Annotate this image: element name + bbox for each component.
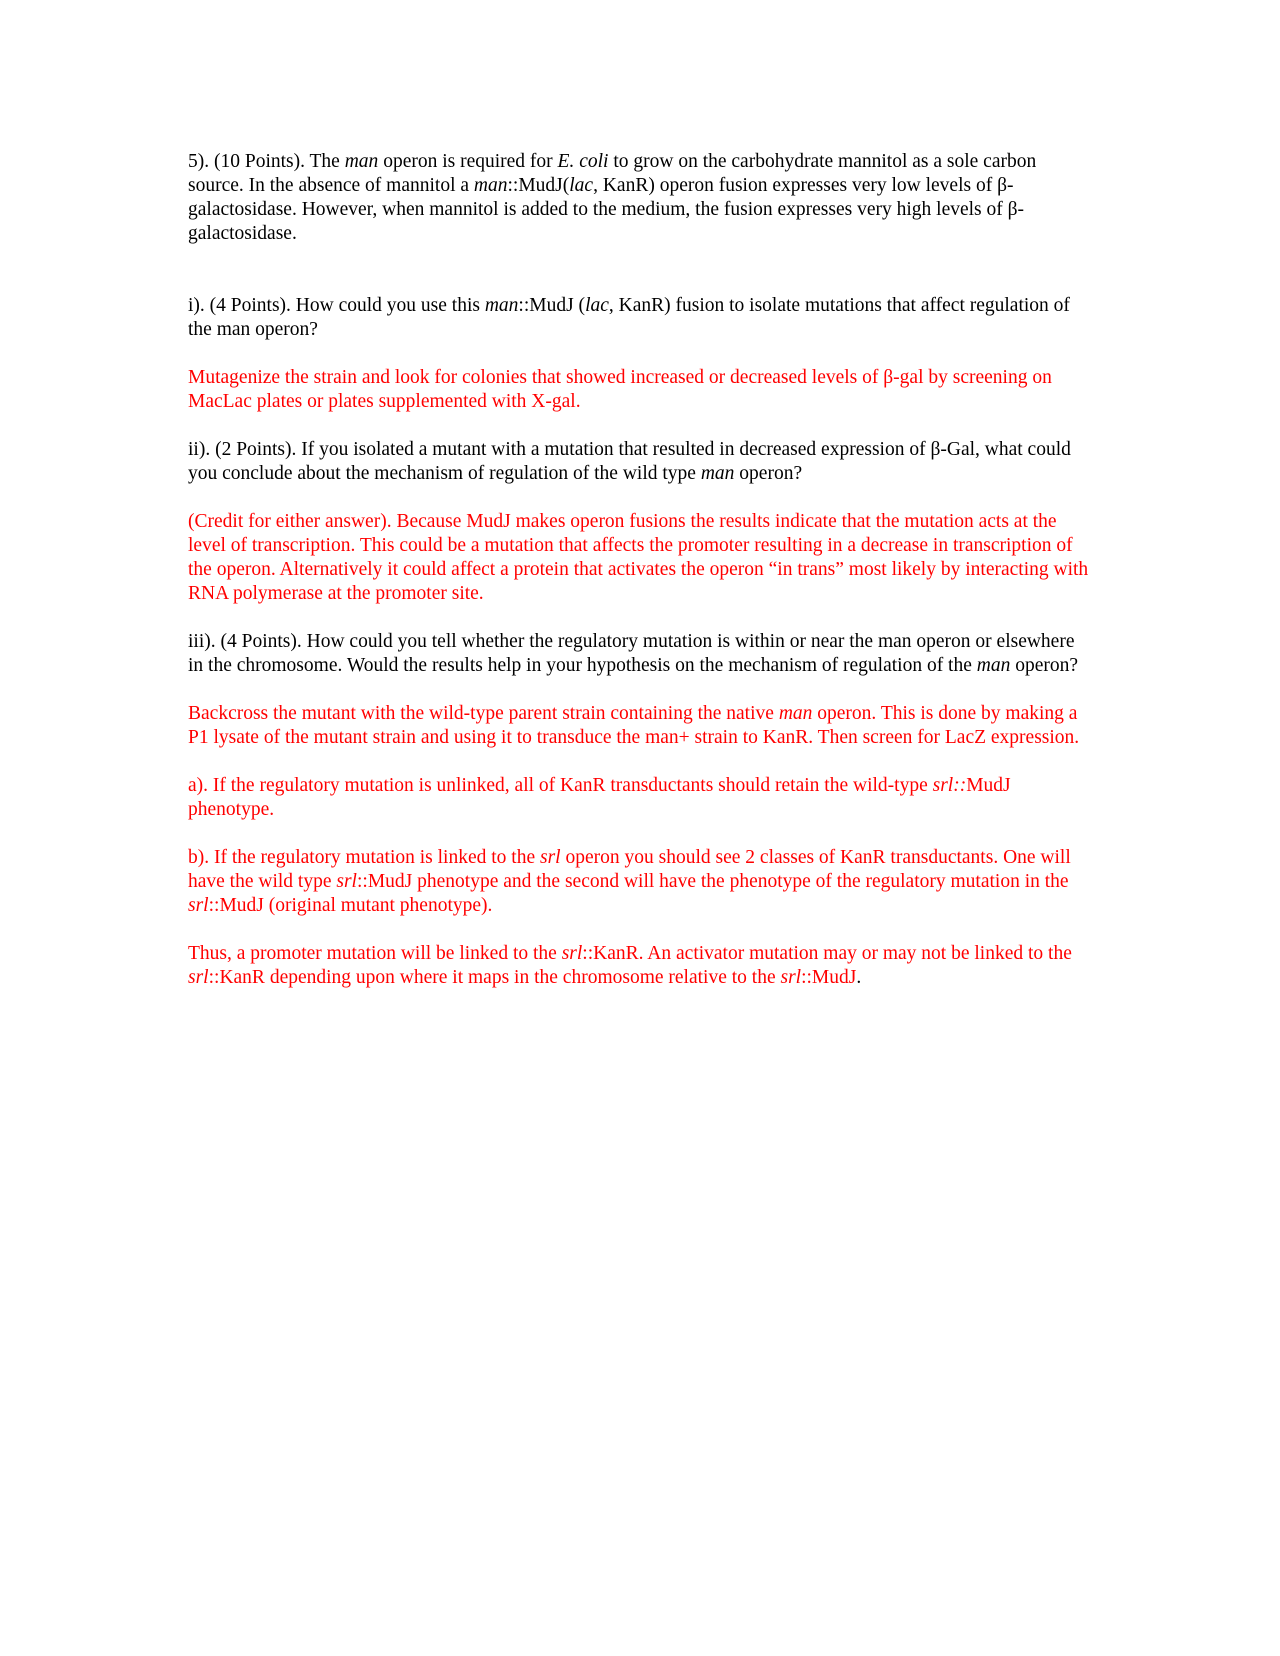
- spacer: [188, 918, 1093, 942]
- part-iii-answer-backcross: Backcross the mutant with the wild-type parent strain containing the native man operon. This is done by making a P1 lysate of the mutant strain and using it to transduce the man+ strain to KanR. Then screen for LacZ expression.: [188, 703, 1080, 748]
- part-ii-answer: (Credit for either answer). Because MudJ makes operon fusions the results indicate that the mutation acts at the level of transcription. This could be a mutation that affects the promoter resulting in a decrease in transcription of the operon. Alternatively it could affect a protein that activates the operon “in trans” most likely by interacting with RNA polymerase at the promoter site.: [188, 511, 1089, 604]
- spacer: [188, 822, 1093, 846]
- spacer: [188, 678, 1093, 702]
- spacer: [188, 750, 1093, 774]
- part-iii-answer-thus: Thus, a promoter mutation will be linked to the srl::KanR. An activator mutation may or may not be linked to the srl::KanR depending upon where it maps in the chromosome relative to the srl::MudJ.: [188, 943, 1072, 988]
- part-i-question: i). (4 Points). How could you use this man::MudJ (lac, KanR) fusion to isolate mutations that affect regulation of the man operon?: [188, 295, 1070, 340]
- part-iii-answer-a: a). If the regulatory mutation is unlinked, all of KanR transductants should retain the wild-type srl::MudJ phenotype.: [188, 775, 1011, 820]
- question-5-intro: 5). (10 Points). The man operon is required for E. coli to grow on the carbohydrate mannitol as a sole carbon source. In the absence of mannitol a man::MudJ(lac, KanR) operon fusion expresses very low levels of β-galactosidase. However, when mannitol is added to the medium, the fusion expresses very high levels of β-galactosidase.: [188, 151, 1037, 244]
- spacer: [188, 342, 1093, 366]
- part-i-answer: Mutagenize the strain and look for colonies that showed increased or decreased levels of β-gal by screening on MacLac plates or plates supplemented with X-gal.: [188, 367, 1052, 412]
- spacer: [188, 606, 1093, 630]
- part-ii-question: ii). (2 Points). If you isolated a mutant with a mutation that resulted in decreased expression of β-Gal, what could you conclude about the mechanism of regulation of the wild type man operon?: [188, 439, 1071, 484]
- spacer: [188, 246, 1093, 294]
- spacer: [188, 486, 1093, 510]
- spacer: [188, 414, 1093, 438]
- part-iii-answer-b: b). If the regulatory mutation is linked to the srl operon you should see 2 classes of KanR transductants. One will have the wild type srl::MudJ phenotype and the second will have the phenotype of the regulatory mutation in the srl::MudJ (original mutant phenotype).: [188, 847, 1071, 916]
- part-iii-question: iii). (4 Points). How could you tell whether the regulatory mutation is within or near the man operon or elsewhere in the chromosome. Would the results help in your hypothesis on the mechanism of regulation of the man operon?: [188, 631, 1079, 676]
- document-page: [188, 150, 1093, 990]
